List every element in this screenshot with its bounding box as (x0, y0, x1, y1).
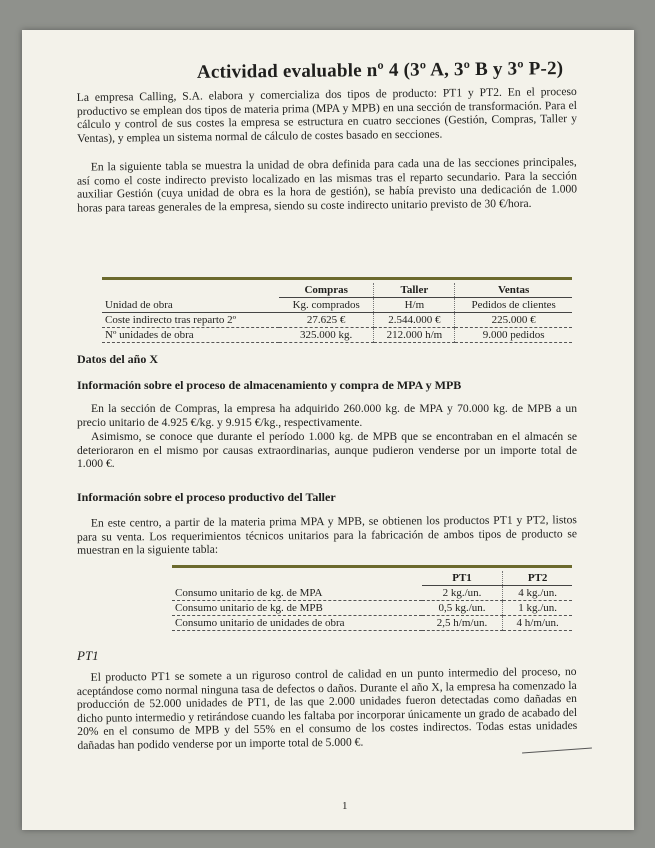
info-compras-heading: Información sobre el proceso de almacenamiento y compra de MPA y MPB (77, 378, 462, 392)
datos-heading: Datos del año X (77, 352, 159, 366)
req-label-mpb: Consumo unitario de kg. de MPB (172, 601, 422, 616)
pen-underline (522, 748, 592, 754)
col-pt2: PT2 (503, 571, 572, 586)
cell-cost-taller: 2.544.000 € (374, 313, 455, 328)
cell-unit-compras: Kg. comprados (279, 298, 374, 313)
info-taller-paragraph: En este centro, a partir de la materia prima MPA y MPB, se obtienen los productos PT1 y PT2, listos para su venta. Los requerimientos técnicos unitarios para la fabricación de ambos tipos de producto se muestran en la siguiente tabla: (76, 513, 578, 557)
document-page (22, 30, 634, 830)
col-compras: Compras (279, 283, 374, 298)
row-label-cost: Coste indirecto tras reparto 2º (102, 313, 279, 328)
row-label-count: Nº unidades de obra (102, 328, 279, 343)
cell-unit-ventas: Pedidos de clientes (455, 298, 572, 313)
req-pt1-uo: 2,5 h/m/un. (422, 616, 503, 631)
info-taller-heading: Información sobre el proceso productivo del Taller (77, 490, 336, 504)
req-pt2-mpa: 4 kg./un. (503, 586, 572, 601)
cell-count-taller: 212.000 h/m (374, 328, 455, 343)
sections-table (102, 277, 572, 343)
intro-paragraph-2: En la siguiente tabla se muestra la unidad de obra definida para cada una de las secciones principales, así como el coste indirecto previsto localizado en las mismas tras el reparto secundario. Para la sección auxiliar Gestión (cuya unidad de obra es la hora de gestión), se había previsto una dedicación de 1.000 horas para tareas generales de la empresa, siendo su coste indirecto unitario previsto de 30 €/hora. (76, 155, 578, 215)
cell-cost-compras: 27.625 € (279, 313, 374, 328)
info-compras-paragraph-2: Asimismo, se conoce que durante el período 1.000 kg. de MPB que se encontraban en el almacén se deterioraron en el mismo por causas extraordinarias, aunque pudieron venderse por un importe total de 1.000 €. (77, 430, 577, 471)
req-pt2-mpb: 1 kg./un. (503, 601, 572, 616)
col-taller: Taller (374, 283, 455, 298)
req-label-mpa: Consumo unitario de kg. de MPA (172, 586, 422, 601)
intro-paragraph: La empresa Calling, S.A. elabora y comercializa dos tipos de producto: PT1 y PT2. En el proceso productivo se emplean dos tipos de materia prima (MPA y MPB) en una sección de transformación. Para el cálculo y control de sus costes la empresa se estructura en cuatro secciones (Gestión, Compras, Taller y Ventas), y emplea un sistema normal de cálculo de costes basado en secciones. (76, 84, 578, 145)
cell-count-compras: 325.000 kg. (279, 328, 374, 343)
row-label-unit: Unidad de obra (102, 298, 279, 313)
info-compras-paragraph-1: En la sección de Compras, la empresa ha adquirido 260.000 kg. de MPA y 70.000 kg. de MPB a un precio unitario de 4.925 €/kg. y 9.915 €/kg., respectivamente. (77, 402, 577, 429)
requirements-table (172, 565, 572, 631)
col-ventas: Ventas (455, 283, 572, 298)
cell-count-ventas: 9.000 pedidos (455, 328, 572, 343)
page-number: 1 (342, 800, 348, 812)
req-pt1-mpb: 0,5 kg./un. (422, 601, 503, 616)
cell-unit-taller: H/m (374, 298, 455, 313)
pt1-paragraph: El producto PT1 se somete a un riguroso control de calidad en un punto intermedio del proceso, no aceptándose como normal ninguna tasa de defectos o daños. Durante el año X, la empresa ha comenzado la producción de 52.000 unidades de PT1, de las que 2.000 unidades fueron detectadas como dañadas en dicho punto intermedio y retirándose cuando les faltaba por incorporar únicamente un grado de acabado del 20% en el consumo de MPB y del 55% en el consumo de los costes indirectos. Todas estas unidades dañadas han podido venderse por un importe total de 5.000 €. (76, 664, 578, 753)
req-pt2-uo: 4 h/m/un. (503, 616, 572, 631)
page-title: Actividad evaluable nº 4 (3º A, 3º B y 3º P-2) (196, 58, 564, 83)
req-label-uo: Consumo unitario de unidades de obra (172, 616, 422, 631)
pt1-heading: PT1 (77, 648, 99, 663)
req-pt1-mpa: 2 kg./un. (422, 586, 503, 601)
cell-cost-ventas: 225.000 € (455, 313, 572, 328)
col-pt1: PT1 (422, 571, 503, 586)
